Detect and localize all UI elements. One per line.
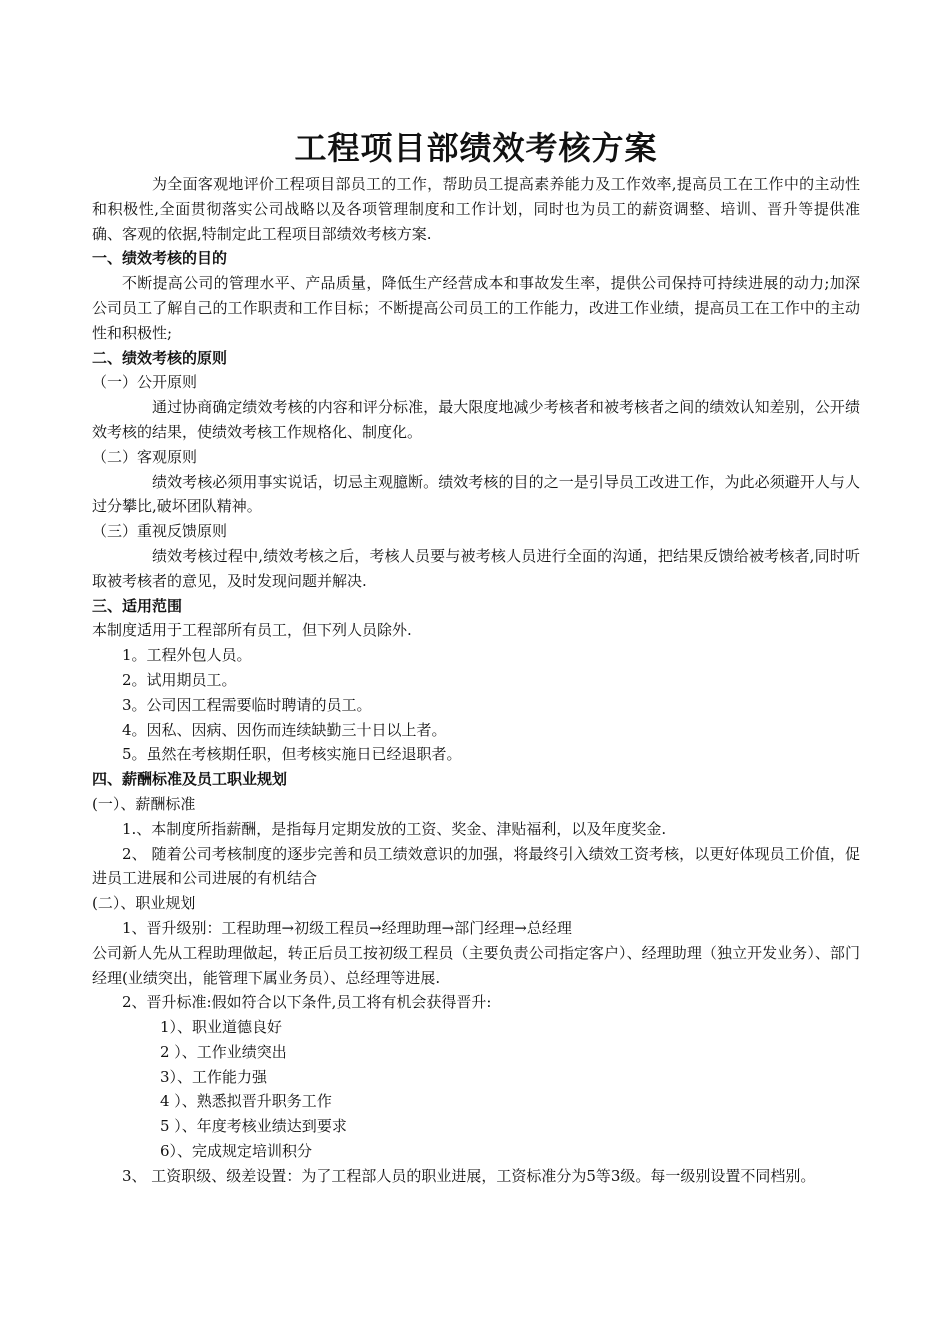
- section-3-heading: 三、适用范围: [92, 596, 183, 615]
- career-subheading: (二）、职业规划: [92, 894, 196, 913]
- intro-paragraph: 为全面客观地评价工程项目部员工的工作，帮助员工提高素养能力及工作效率,提高员工在工作中的主动性和积极性,全面贯彻落实公司战略以及各项管理制度和工作计划，同时也为员工的薪资调整、培训、晋升等提供准确、客观的依据,特制定此工程项目部绩效考核方案.: [92, 175, 860, 243]
- principle-1-body: 通过协商确定绩效考核的内容和评分标准，最大限度地减少考核者和被考核者之间的绩效认知差别，公开绩效考核的结果，使绩效考核工作规格化、制度化。: [92, 398, 860, 441]
- career-item-3: 3、 工资职级、级差设置：为了工程部人员的职业进展，工资标准分为5等3级。每一级别设置不同档别。: [122, 1166, 816, 1185]
- scope-item: 2。试用期员工。: [122, 670, 237, 689]
- principle-3-title: （三）重视反馈原则: [92, 522, 228, 541]
- scope-item: 5。虽然在考核期任职，但考核实施日已经退职者。: [122, 745, 462, 764]
- section-2-heading: 二、绩效考核的原则: [92, 348, 228, 367]
- document-title: 工程项目部绩效考核方案: [294, 129, 658, 167]
- principle-2-title: （二）客观原则: [92, 447, 198, 466]
- career-item-1: 1、晋升级别：工程助理→初级工程员→经理助理→部门经理→总经理: [122, 918, 572, 937]
- promotion-condition: 2 ）、工作业绩突出: [160, 1042, 287, 1061]
- promotion-condition: 6）、完成规定培训积分: [160, 1142, 313, 1161]
- career-item-2: 2、晋升标准:假如符合以下条件,员工将有机会获得晋升:: [122, 993, 492, 1012]
- document-page: [92, 128, 860, 1189]
- salary-item-1: 1.、本制度所指薪酬，是指每月定期发放的工资、奖金、津贴福利，以及年度奖金.: [122, 819, 667, 838]
- principle-1-title: （一）公开原则: [92, 373, 198, 392]
- promotion-condition: 4 ）、熟悉拟晋升职务工作: [160, 1092, 332, 1111]
- principle-3-body: 绩效考核过程中,绩效考核之后，考核人员要与被考核人员进行全面的沟通，把结果反馈给被考核者,同时听取被考核者的意见，及时发现问题并解决.: [92, 546, 860, 590]
- section-1-heading: 一、绩效考核的目的: [92, 249, 228, 268]
- promotion-condition: 1）、职业道德良好: [160, 1018, 283, 1037]
- salary-subheading: (一）、薪酬标准: [92, 794, 196, 813]
- career-item-1-body: 公司新人先从工程助理做起，转正后员工按初级工程员（主要负责公司指定客户）、经理助理（独立开发业务）、部门经理(业绩突出，能管理下属业务员）、总经理等进展.: [92, 943, 860, 987]
- section-1-body: 不断提高公司的管理水平、产品质量，降低生产经营成本和事故发生率，提供公司保持可持续进展的动力;加深公司员工了解自己的工作职责和工作目标；不断提高公司员工的工作能力，改进工作业绩，提高员工在工作中的主动性和积极性;: [92, 274, 860, 342]
- principle-2-body: 绩效考核必须用事实说话，切忌主观臆断。绩效考核的目的之一是引导员工改进工作，为此必须避开人与人过分攀比,破坏团队精神。: [92, 472, 860, 516]
- scope-item: 4。因私、因病、因伤而连续缺勤三十日以上者。: [122, 720, 447, 739]
- scope-item: 1。工程外包人员。: [122, 646, 252, 665]
- promotion-condition: 3）、工作能力强: [160, 1067, 268, 1086]
- salary-item-2: 2、 随着公司考核制度的逐步完善和员工绩效意识的加强，将最终引入绩效工资考核，以更好体现员工价值，促进员工进展和公司进展的有机结合: [92, 844, 860, 888]
- scope-lead: 本制度适用于工程部所有员工，但下列人员除外.: [92, 621, 412, 640]
- promotion-condition: 5 ）、年度考核业绩达到要求: [160, 1117, 347, 1136]
- scope-item: 3。公司因工程需要临时聘请的员工。: [122, 695, 372, 714]
- section-4-heading: 四、薪酬标准及员工职业规划: [92, 770, 288, 789]
